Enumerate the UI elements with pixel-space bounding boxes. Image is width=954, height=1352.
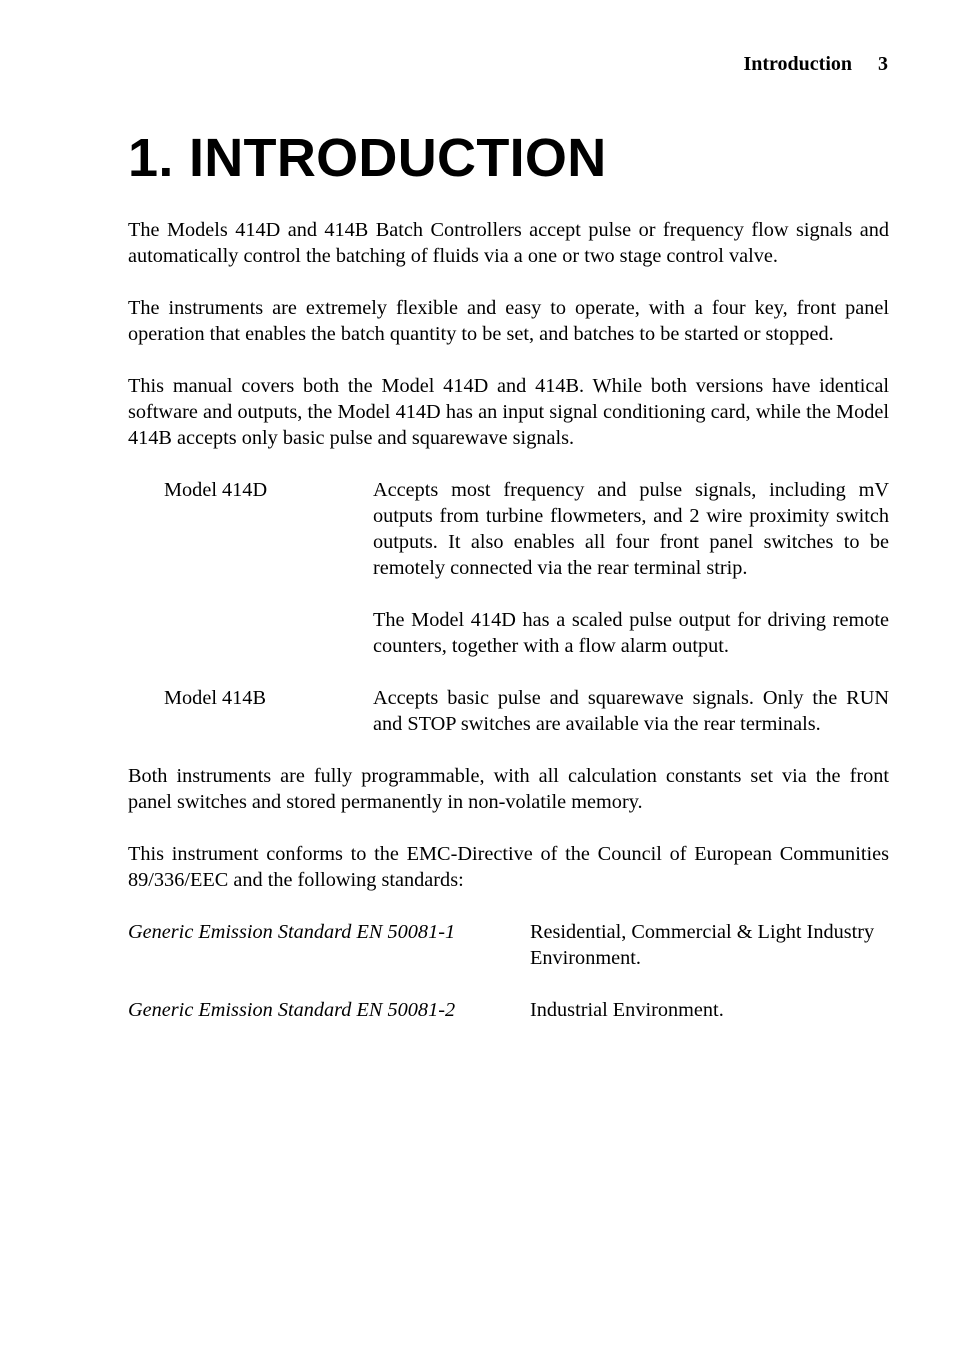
model-414d-name: Model 414D [164,479,268,501]
running-header [743,52,888,76]
chapter-title: 1. INTRODUCTION [128,128,607,188]
standard-description-1: Residential, Commercial & Light Industry Environment. [530,921,875,969]
header-section-title: Introduction [743,53,852,75]
intro-paragraph-3: This manual covers both the Model 414D and 414B. While both versions have identical software and outputs, the Model 414D has an input signal conditioning card, while the Model 414B accepts only basic pulse and squarewave signals. [128,375,889,449]
model-414b-name: Model 414B [164,687,266,709]
intro-paragraph-1: The Models 414D and 414B Batch Controllers accept pulse or frequency flow signals and automatically control the batching of fluids via a one or two stage control valve. [128,219,889,267]
model-414b-entry [128,685,889,737]
standard-description-2: Industrial Environment. [530,999,724,1021]
model-414d-entry [128,477,889,659]
intro-paragraph-2: The instruments are extremely flexible and easy to operate, with a four key, front panel operation that enables the batch quantity to be set, and batches to be started or stopped. [128,297,889,345]
page-number: 3 [878,53,888,75]
model-414d-description [373,477,889,659]
standard-entry-2 [128,997,889,1023]
standard-name-1: Generic Emission Standard EN 50081-1 [128,921,456,943]
model-414d-desc-paragraph-2: The Model 414D has a scaled pulse output for driving remote counters, together with a flow alarm output. [373,609,889,657]
model-414b-desc-paragraph-1: Accepts basic pulse and squarewave signals. Only the RUN and STOP switches are available via the rear terminals. [373,687,889,735]
standard-name-2: Generic Emission Standard EN 50081-2 [128,999,456,1021]
page-body [128,217,889,1049]
emc-paragraph: This instrument conforms to the EMC-Directive of the Council of European Communities 89/336/EEC and the following standards: [128,843,889,891]
model-414d-desc-paragraph-1: Accepts most frequency and pulse signals, including mV outputs from turbine flowmeters, and 2 wire proximity switch outputs. It also enables all four front panel switches to be remotely connected via the rear terminal strip. [373,479,889,579]
programmable-paragraph: Both instruments are fully programmable, with all calculation constants set via the front panel switches and stored permanently in non-volatile memory. [128,765,889,813]
standard-entry-1 [128,919,889,971]
model-414b-description [373,685,889,737]
